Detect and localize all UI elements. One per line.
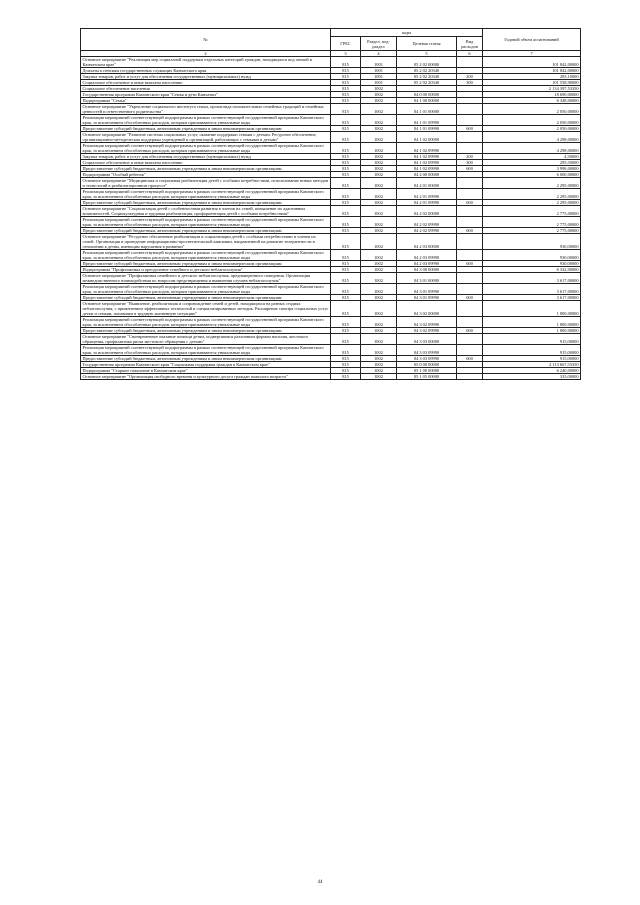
row-type-cell <box>457 115 483 126</box>
row-amount-cell: 6 348,00000 <box>483 98 581 104</box>
row-section-cell: 1002 <box>361 228 397 234</box>
row-amount-cell: 3 617,00000 <box>483 295 581 301</box>
row-amount-cell: 6 240,00000 <box>483 368 581 374</box>
row-section-cell: 1002 <box>361 356 397 362</box>
row-grbs-cell: 815 <box>331 154 361 160</box>
row-section-cell: 1002 <box>361 206 397 217</box>
row-name-cell: Реализация мероприятий соответствующей подпрограммы в рамках соответствующей государственной программы Камчатского края, за исключением обособленных расходов, которым присваиваются уникальные коды <box>81 250 331 261</box>
row-section-cell: 1002 <box>361 178 397 189</box>
row-target-cell: 04 3 02 00000 <box>397 301 457 317</box>
row-amount-cell: 915,00000 <box>483 334 581 345</box>
row-target-cell: 04 1 01 09990 <box>397 115 457 126</box>
row-name-cell: Подпрограмма "Старшее поколение в Камчатском крае" <box>81 368 331 374</box>
table-row <box>81 104 581 115</box>
row-name-cell: Предоставление субсидий бюджетным, автономным учреждениям и иным некоммерческим организациям <box>81 126 331 132</box>
row-grbs-cell: 815 <box>331 328 361 334</box>
row-target-cell: 04 1 01 00000 <box>397 104 457 115</box>
row-name-cell: Основное мероприятие "Укрепление социального института семьи, пропаганда положительных семейных традиций и семейных ценностей и ответственного родительства" <box>81 104 331 115</box>
row-grbs-cell: 815 <box>331 172 361 178</box>
row-target-cell: 04 3 03 09990 <box>397 345 457 356</box>
row-amount-cell: 4 298,00000 <box>483 132 581 143</box>
table-row <box>81 143 581 154</box>
table-row <box>81 206 581 217</box>
row-section-cell: 1002 <box>361 267 397 273</box>
row-type-cell <box>457 206 483 217</box>
table-row <box>81 217 581 228</box>
row-amount-cell: 915,00000 <box>483 345 581 356</box>
row-amount-cell: 101 842,00000 <box>483 57 581 68</box>
row-name-cell: Основное мероприятие "Реализация мер социальной поддержки отдельных категорий граждан, находящихся под опекой в Камчатском крае" <box>81 57 331 68</box>
table-row <box>81 115 581 126</box>
row-grbs-cell: 815 <box>331 92 361 98</box>
table-row <box>81 374 581 380</box>
row-grbs-cell: 815 <box>331 132 361 143</box>
row-target-cell: 04 3 01 00000 <box>397 273 457 284</box>
table-row <box>81 250 581 261</box>
row-amount-cell: 2 295,00000 <box>483 200 581 206</box>
row-section-cell: 1002 <box>361 200 397 206</box>
row-amount-cell: 1 800,00000 <box>483 328 581 334</box>
row-section-cell: 1002 <box>361 189 397 200</box>
row-grbs-cell: 815 <box>331 143 361 154</box>
row-section-cell: 1002 <box>361 143 397 154</box>
row-section-cell: 1002 <box>361 126 397 132</box>
table-row <box>81 334 581 345</box>
row-section-cell: 1002 <box>361 92 397 98</box>
row-amount-cell: 930,00000 <box>483 250 581 261</box>
row-grbs-cell: 815 <box>331 362 361 368</box>
header-index: 5 <box>397 51 457 57</box>
row-type-cell <box>457 345 483 356</box>
row-type-cell <box>457 132 483 143</box>
row-type-cell <box>457 189 483 200</box>
row-grbs-cell: 815 <box>331 115 361 126</box>
row-type-cell: 600 <box>457 200 483 206</box>
row-amount-cell: 2 775,00000 <box>483 206 581 217</box>
row-amount-cell: 6 000,00000 <box>483 172 581 178</box>
row-amount-cell: 2 134 397,53350 <box>483 86 581 92</box>
row-amount-cell: 2 775,00000 <box>483 217 581 228</box>
header-index: 7 <box>483 51 581 57</box>
row-amount-cell: 930,00000 <box>483 234 581 250</box>
table-row <box>81 234 581 250</box>
row-section-cell: 1002 <box>361 328 397 334</box>
row-target-cell: 04 2 01 09990 <box>397 200 457 206</box>
row-name-cell: Подпрограмма "Профилактика и преодоление семейного и детского неблагополучия" <box>81 267 331 273</box>
row-grbs-cell: 815 <box>331 374 361 380</box>
row-type-cell <box>457 234 483 250</box>
row-target-cell: 04 3 03 00000 <box>397 334 457 345</box>
row-section-cell: 1002 <box>361 115 397 126</box>
row-grbs-cell: 815 <box>331 261 361 267</box>
row-section-cell: 1002 <box>361 317 397 328</box>
row-type-cell <box>457 57 483 68</box>
row-section-cell: 1002 <box>361 166 397 172</box>
row-amount-cell: 3 617,00000 <box>483 284 581 295</box>
row-name-cell: Предоставление субсидий бюджетным, автономным учреждениям и иным некоммерческим организациям <box>81 166 331 172</box>
row-amount-cell: 1 800,00000 <box>483 317 581 328</box>
row-target-cell: 04 3 01 09990 <box>397 284 457 295</box>
row-target-cell: 05 2 02 20340 <box>397 80 457 86</box>
row-grbs-cell: 815 <box>331 217 361 228</box>
header-index: 6 <box>457 51 483 57</box>
row-type-cell: 600 <box>457 328 483 334</box>
row-grbs-cell: 815 <box>331 284 361 295</box>
row-section-cell: 1002 <box>361 98 397 104</box>
row-name-cell: Предоставление субсидий бюджетным, автономным учреждениям и иным некоммерческим организациям <box>81 295 331 301</box>
row-amount-cell: 2 295,00000 <box>483 189 581 200</box>
row-type-cell <box>457 217 483 228</box>
header-codes-group: коды <box>331 29 483 37</box>
row-grbs-cell: 815 <box>331 104 361 115</box>
row-type-cell <box>457 317 483 328</box>
row-type-cell <box>457 178 483 189</box>
row-name-cell: Основное мероприятие "Выявление, реабилитация и сопровождение семей и детей, находящихся на разных стадиях неблагополучия, с применением эффективных технологий и специализированных методик. Расширение спектра социальных услуг детям и семьям, попавшим в трудную жизненную ситуацию" <box>81 301 331 317</box>
row-target-cell: 04 2 02 09990 <box>397 217 457 228</box>
row-target-cell: 04 1 02 09990 <box>397 160 457 166</box>
table-row <box>81 178 581 189</box>
row-grbs-cell: 815 <box>331 301 361 317</box>
row-section-cell: 1002 <box>361 334 397 345</box>
row-grbs-cell: 815 <box>331 68 361 74</box>
row-amount-cell: 3 617,00000 <box>483 273 581 284</box>
row-name-cell: Государственная программа Камчатского края "Социальная поддержка граждан в Камчатском крае" <box>81 362 331 368</box>
row-section-cell: 1002 <box>361 345 397 356</box>
row-section-cell: 1002 <box>361 104 397 115</box>
row-target-cell: 04 2 03 09990 <box>397 250 457 261</box>
row-amount-cell: 2 295,00000 <box>483 178 581 189</box>
row-section-cell: 1002 <box>361 368 397 374</box>
row-section-cell: 1002 <box>361 250 397 261</box>
row-name-cell: Основное мероприятие "Ресурсное обеспечение реабилитации и социализации детей с особыми потребностями и членов их семей. Организация и проведение информационно-просветительской кампании, направленной на развитие толерантности в отношении к детям, имеющим нарушения в развитии" <box>81 234 331 250</box>
row-amount-cell: 2 113 667,53350 <box>483 362 581 368</box>
row-name-cell: Реализация мероприятий соответствующей подпрограммы в рамках соответствующей государственной программы Камчатского края, за исключением обособленных расходов, которым присваиваются уникальные коды <box>81 284 331 295</box>
row-section-cell: 1002 <box>361 374 397 380</box>
row-grbs-cell: 815 <box>331 228 361 234</box>
row-type-cell <box>457 334 483 345</box>
table-row <box>81 345 581 356</box>
row-name-cell: Предоставление субсидий бюджетным, автономным учреждениям и иным некоммерческим организациям <box>81 261 331 267</box>
row-amount-cell: 295,50000 <box>483 160 581 166</box>
row-name-cell: Подпрограмма "Особый ребенок" <box>81 172 331 178</box>
row-target-cell: 04 1 01 09990 <box>397 126 457 132</box>
row-grbs-cell: 815 <box>331 368 361 374</box>
row-target-cell: 05 0 00 00000 <box>397 362 457 368</box>
row-section-cell: 1002 <box>361 217 397 228</box>
header-grbs: ГРБС <box>331 37 361 51</box>
row-grbs-cell: 815 <box>331 200 361 206</box>
row-name-cell: Доплаты к пенсиям государственных служащих Камчатского края <box>81 68 331 74</box>
row-grbs-cell: 815 <box>331 160 361 166</box>
row-type-cell <box>457 273 483 284</box>
row-target-cell: 04 1 02 00000 <box>397 132 457 143</box>
row-type-cell <box>457 374 483 380</box>
row-type-cell: 200 <box>457 74 483 80</box>
row-grbs-cell: 815 <box>331 166 361 172</box>
row-target-cell: 05 1 05 00000 <box>397 374 457 380</box>
row-section-cell: 1002 <box>361 172 397 178</box>
row-target-cell: 04 2 01 00000 <box>397 178 457 189</box>
row-type-cell: 600 <box>457 261 483 267</box>
row-target-cell: 04 2 03 00000 <box>397 234 457 250</box>
row-name-cell: Основное мероприятие "Социализация детей с особенностями развития в членов их семей, повышение их адаптивных возможностей. Социокультурная и трудовая реабилитация, профориентация детей с особыми потребностями" <box>81 206 331 217</box>
row-section-cell: 1002 <box>361 295 397 301</box>
row-name-cell: Реализация мероприятий соответствующей подпрограммы в рамках соответствующей государственной программы Камчатского края, за исключением обособленных расходов, которым присваиваются уникальные коды <box>81 115 331 126</box>
table-row <box>81 317 581 328</box>
row-name-cell: Основное мероприятие "Профилактика семейного и детского неблагополучия, преднамеренного поведения. Организация межведомственного взаимодействия по вопросам предотвращения и выявления случаев неблагополучия" <box>81 273 331 284</box>
row-grbs-cell: 815 <box>331 57 361 68</box>
row-name-cell: Основное мероприятие "Организация свободного времени и культурного досуга граждан пожилого возраста" <box>81 374 331 380</box>
row-type-cell: 300 <box>457 80 483 86</box>
row-section-cell: 1002 <box>361 362 397 368</box>
row-name-cell: Закупка товаров, работ и услуг для обеспечения государственных (муниципальных) нужд <box>81 154 331 160</box>
row-name-cell: Основное мероприятие "Развитие системы социальных услуг, оказание поддержки семьям с детьми. Ресурсное обеспечение, организационно-методическая поддержка учреждений и организаций, работающих с семьями и детьми" <box>81 132 331 143</box>
row-section-cell: 1002 <box>361 154 397 160</box>
row-name-cell: Основное мероприятие "Медицинская и социальная реабилитация детей с особыми потребностями, использование новых методов и технологий в реабилитационном процессе" <box>81 178 331 189</box>
row-target-cell: 04 1 02 09990 <box>397 143 457 154</box>
row-section-cell: 1002 <box>361 301 397 317</box>
row-target-cell: 04 3 03 09990 <box>397 356 457 362</box>
row-grbs-cell: 815 <box>331 334 361 345</box>
row-target-cell: 04 2 02 09990 <box>397 228 457 234</box>
row-grbs-cell: 815 <box>331 317 361 328</box>
row-name-cell: Подпрограмма "Семья" <box>81 98 331 104</box>
row-name-cell: Реализация мероприятий соответствующей подпрограммы в рамках соответствующей государственной программы Камчатского края, за исключением обособленных расходов, которым присваиваются уникальные коды <box>81 143 331 154</box>
header-section: Раздел, под-раздел <box>361 37 397 51</box>
row-grbs-cell: 815 <box>331 86 361 92</box>
row-target-cell: 04 3 02 09990 <box>397 317 457 328</box>
row-section-cell: 1001 <box>361 74 397 80</box>
row-grbs-cell: 815 <box>331 189 361 200</box>
row-grbs-cell: 815 <box>331 80 361 86</box>
row-section-cell: 1002 <box>361 273 397 284</box>
row-amount-cell: 18 690,00000 <box>483 92 581 98</box>
row-grbs-cell: 815 <box>331 126 361 132</box>
page-number: 44 <box>317 880 323 885</box>
row-grbs-cell: 815 <box>331 234 361 250</box>
table-row <box>81 273 581 284</box>
row-name-cell: Социальное обеспечение населения <box>81 86 331 92</box>
row-amount-cell: 101 558,90000 <box>483 80 581 86</box>
row-section-cell: 1002 <box>361 160 397 166</box>
row-amount-cell: 283,10000 <box>483 74 581 80</box>
row-target-cell: 04 2 03 09990 <box>397 261 457 267</box>
row-type-cell <box>457 104 483 115</box>
row-name-cell: Государственная программа Камчатского края "Семья и дети Камчатки" <box>81 92 331 98</box>
table-row <box>81 132 581 143</box>
row-name-cell: Реализация мероприятий соответствующей подпрограммы в рамках соответствующей государственной программы Камчатского края, за исключением обособленных расходов, которым присваиваются уникальные коды <box>81 217 331 228</box>
row-section-cell: 1002 <box>361 234 397 250</box>
row-name-cell: Предоставление субсидий бюджетным, автономным учреждениям и иным некоммерческим организациям <box>81 356 331 362</box>
row-type-cell: 600 <box>457 228 483 234</box>
row-type-cell <box>457 250 483 261</box>
row-grbs-cell: 815 <box>331 345 361 356</box>
row-grbs-cell: 815 <box>331 74 361 80</box>
row-amount-cell: 101 842,00000 <box>483 68 581 74</box>
row-name-cell: Социальное обеспечение и иные выплаты населению <box>81 160 331 166</box>
row-amount-cell: 4 298,00000 <box>483 143 581 154</box>
row-amount-cell: 1 800,00000 <box>483 301 581 317</box>
row-target-cell: 04 3 00 00000 <box>397 267 457 273</box>
row-section-cell: 1002 <box>361 261 397 267</box>
row-target-cell: 04 0 00 00000 <box>397 92 457 98</box>
budget-table-page <box>80 28 580 380</box>
row-target-cell: 04 2 00 00000 <box>397 172 457 178</box>
table-row <box>81 284 581 295</box>
row-type-cell: 600 <box>457 295 483 301</box>
header-exptype: Вид расходов <box>457 37 483 51</box>
header-target: Целевая статья <box>397 37 457 51</box>
row-amount-cell: 4,50000 <box>483 154 581 160</box>
row-amount-cell: 2 050,00000 <box>483 104 581 115</box>
row-grbs-cell: 815 <box>331 267 361 273</box>
row-target-cell: 05 2 02 00000 <box>397 57 457 68</box>
row-type-cell <box>457 301 483 317</box>
row-amount-cell: 2 050,00000 <box>483 115 581 126</box>
table-row <box>81 57 581 68</box>
row-name-cell: Реализация мероприятий соответствующей подпрограммы в рамках соответствующей государственной программы Камчатского края, за исключением обособленных расходов, которым присваиваются уникальные коды <box>81 317 331 328</box>
row-grbs-cell: 815 <box>331 250 361 261</box>
row-section-cell: 1002 <box>361 132 397 143</box>
row-type-cell: 600 <box>457 166 483 172</box>
row-section-cell: 1001 <box>361 80 397 86</box>
row-grbs-cell: 815 <box>331 98 361 104</box>
row-target-cell: 04 1 00 00000 <box>397 98 457 104</box>
row-section-cell: 1002 <box>361 284 397 295</box>
row-target-cell: 04 2 02 00000 <box>397 206 457 217</box>
row-amount-cell: 3 998,00000 <box>483 166 581 172</box>
row-target-cell: 04 3 01 09990 <box>397 295 457 301</box>
row-type-cell <box>457 284 483 295</box>
row-type-cell: 300 <box>457 160 483 166</box>
row-name-cell: Реализация мероприятий соответствующей подпрограммы в рамках соответствующей государственной программы Камчатского края, за исключением обособленных расходов, которым присваиваются уникальные коды <box>81 189 331 200</box>
row-type-cell: 600 <box>457 126 483 132</box>
row-name-cell: Реализация мероприятий соответствующей подпрограммы в рамках соответствующей государственной программы Камчатского края, за исключением обособленных расходов, которым присваиваются уникальные коды <box>81 345 331 356</box>
row-section-cell: 1002 <box>361 86 397 92</box>
header-index: 2 <box>81 51 331 57</box>
row-grbs-cell: 815 <box>331 273 361 284</box>
row-name-cell: Предоставление субсидий бюджетным, автономным учреждениям и иным некоммерческим организациям <box>81 200 331 206</box>
row-amount-cell: 2 775,00000 <box>483 228 581 234</box>
row-grbs-cell: 815 <box>331 178 361 189</box>
row-type-cell: 200 <box>457 154 483 160</box>
budget-table <box>80 28 581 380</box>
row-target-cell: 05 2 02 20340 <box>397 74 457 80</box>
row-amount-cell: 335,00000 <box>483 374 581 380</box>
header-index: 4 <box>361 51 397 57</box>
row-grbs-cell: 815 <box>331 295 361 301</box>
row-target-cell: 04 1 02 09990 <box>397 166 457 172</box>
row-amount-cell: 6 332,00000 <box>483 267 581 273</box>
header-total: Годовой объем ассигнований <box>483 29 581 51</box>
row-target-cell: 05 2 02 20340 <box>397 68 457 74</box>
row-amount-cell: 930,00000 <box>483 261 581 267</box>
row-type-cell <box>457 143 483 154</box>
row-amount-cell: 915,00000 <box>483 356 581 362</box>
row-name-cell: Предоставление субсидий бюджетным, автономным учреждениям и иным некоммерческим организациям <box>81 328 331 334</box>
header-index: 3 <box>331 51 361 57</box>
row-name-cell: Закупка товаров, работ и услуг для обеспечения государственных (муниципальных) нужд <box>81 74 331 80</box>
row-target-cell: 04 2 01 09990 <box>397 189 457 200</box>
table-row <box>81 189 581 200</box>
row-amount-cell: 2 050,00000 <box>483 126 581 132</box>
row-type-cell: 600 <box>457 356 483 362</box>
row-target-cell: 04 3 02 09990 <box>397 328 457 334</box>
row-target-cell: 04 1 02 09990 <box>397 154 457 160</box>
row-name-cell: Основное мероприятие "Своевременное оказание помощи детям, подвергшимся различным формам насилия, жестокого обращения, профилактика риска жестокого обращения с детьми" <box>81 334 331 345</box>
row-name-cell: Социальное обеспечение и иные выплаты населению <box>81 80 331 86</box>
row-target-cell: 05 1 00 00000 <box>397 368 457 374</box>
row-name-cell: Предоставление субсидий бюджетным, автономным учреждениям и иным некоммерческим организациям <box>81 228 331 234</box>
header-name: № <box>81 29 331 51</box>
row-section-cell: 1001 <box>361 68 397 74</box>
table-body <box>81 57 581 380</box>
row-grbs-cell: 815 <box>331 356 361 362</box>
row-section-cell: 1001 <box>361 57 397 68</box>
table-row <box>81 301 581 317</box>
row-grbs-cell: 815 <box>331 206 361 217</box>
